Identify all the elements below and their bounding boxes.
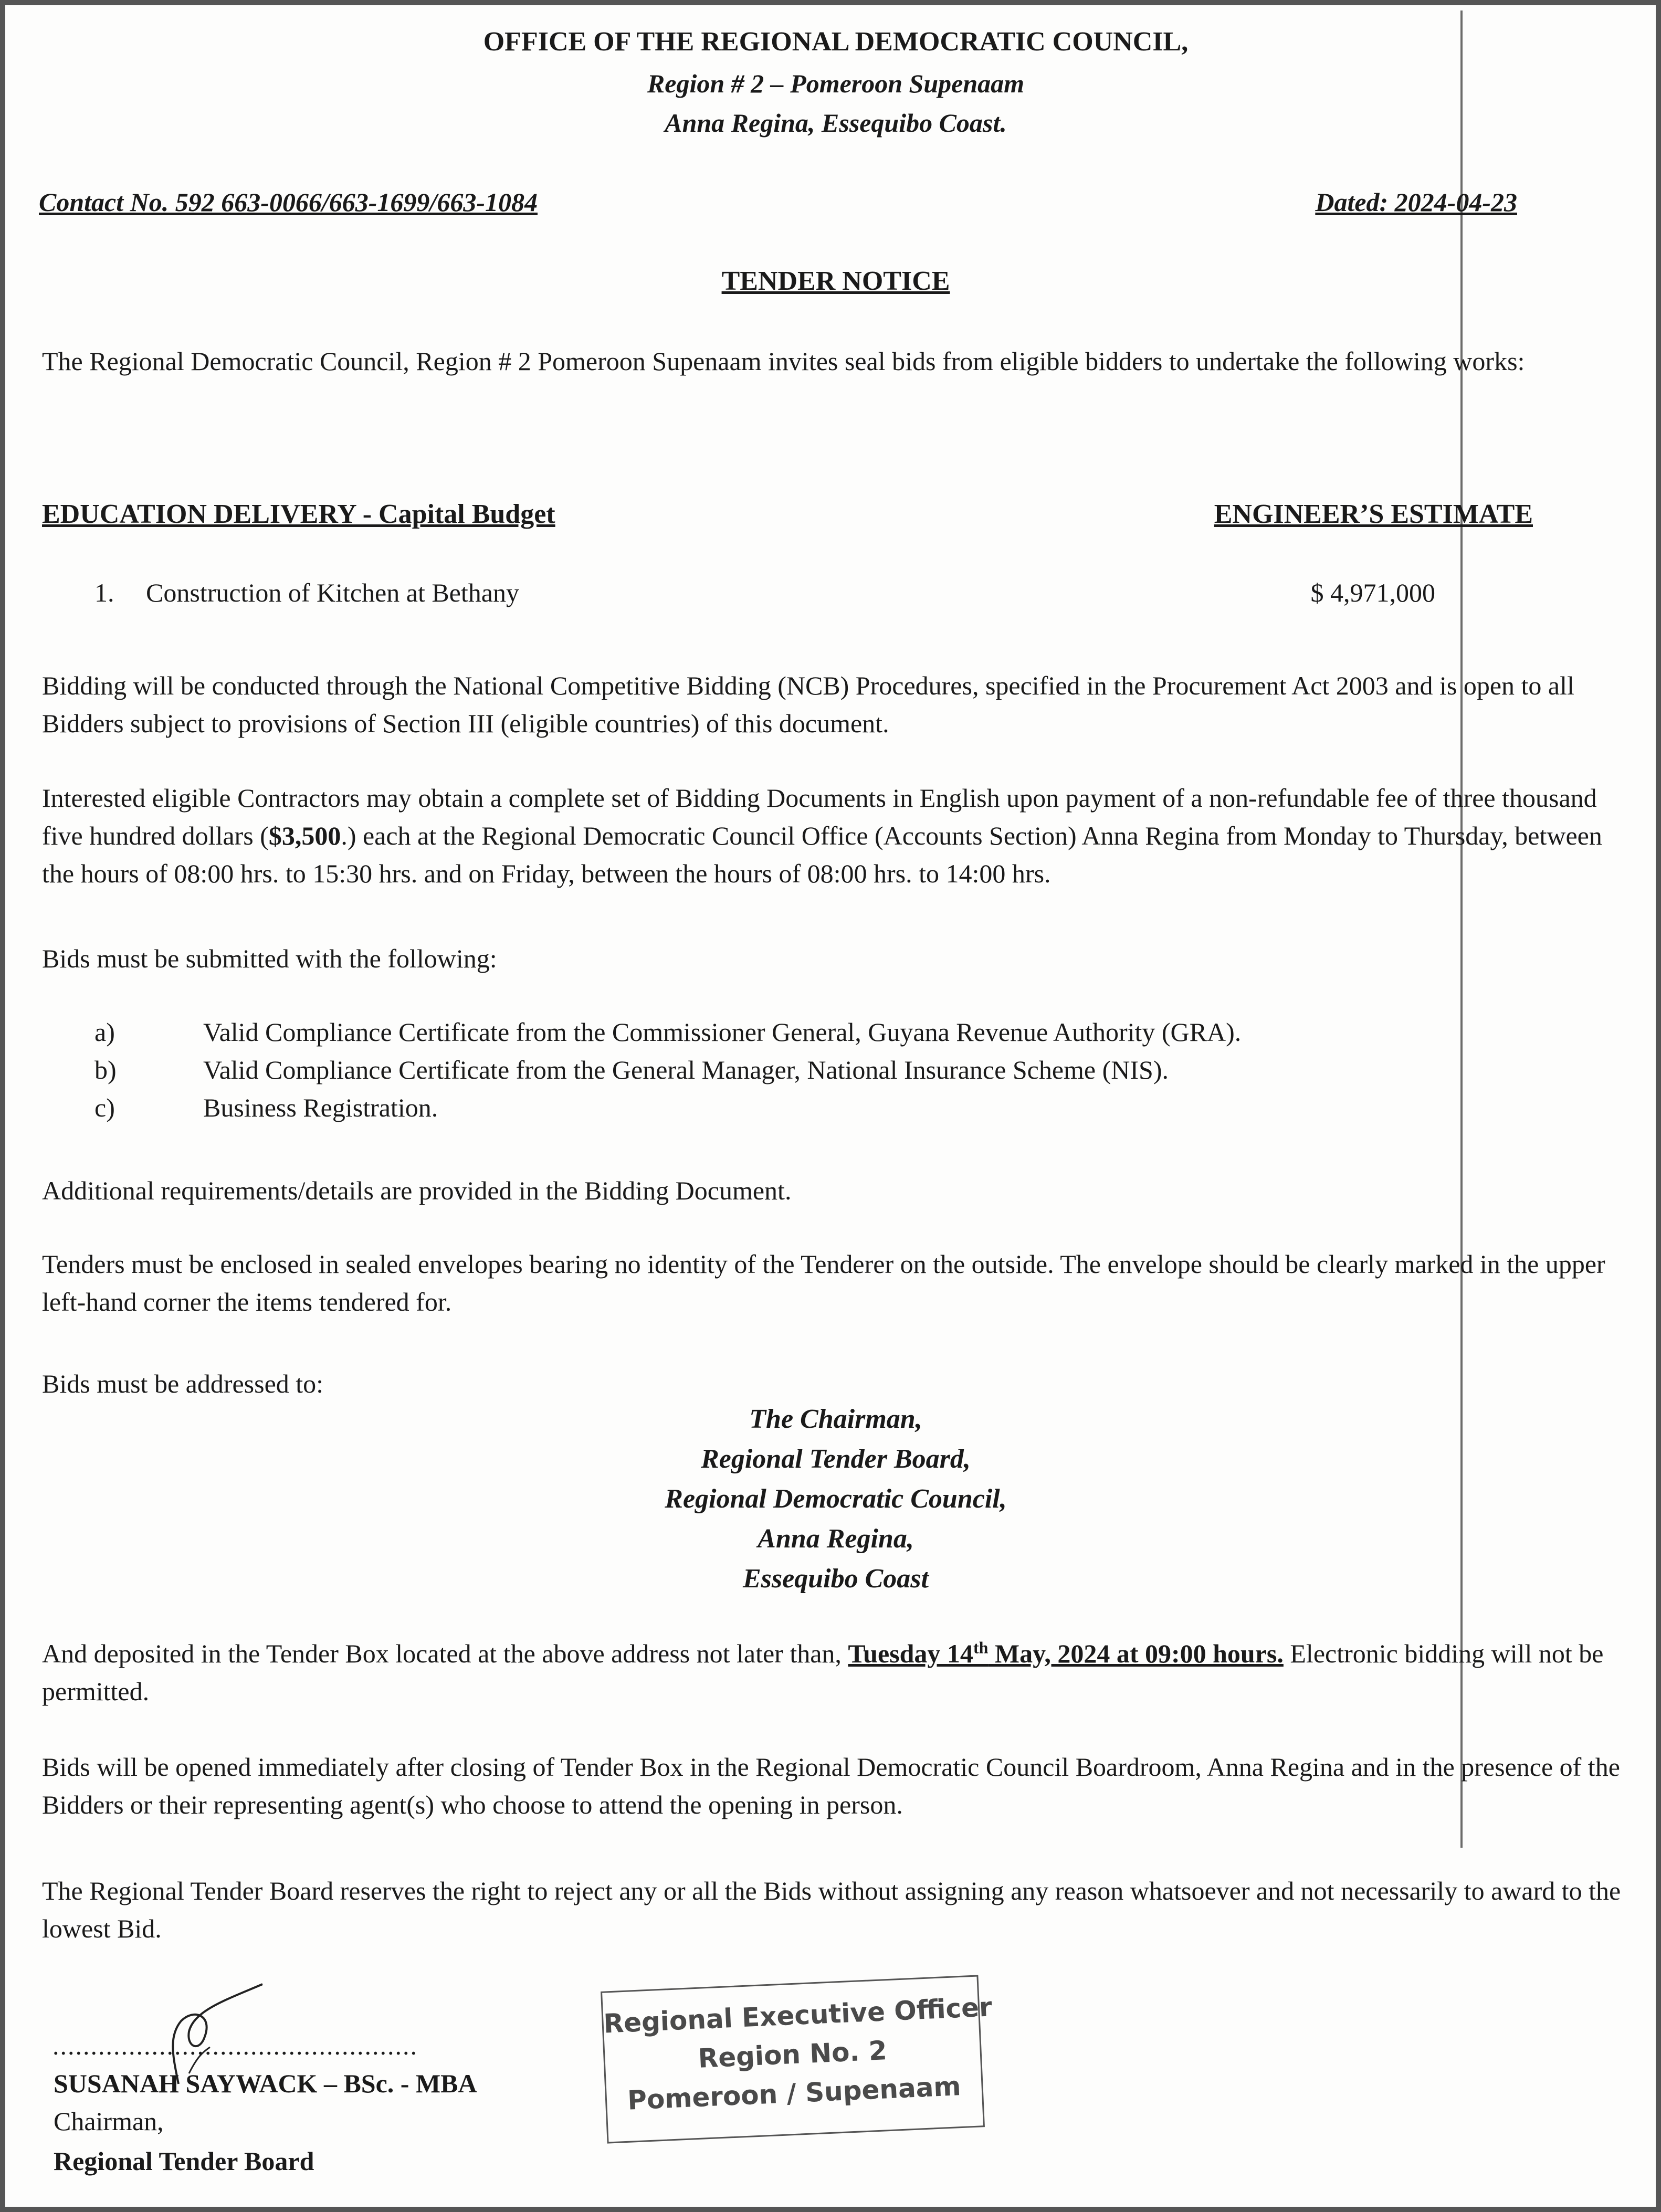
deadline-time: May, 2024 at 09:00 hours. <box>988 1639 1284 1668</box>
item-description: Construction of Kitchen at Bethany <box>146 578 519 607</box>
item-estimate: $ 4,971,000 <box>1310 578 1435 607</box>
stamp-line: Region No. 2 <box>697 2035 888 2074</box>
address-line: Essequibo Coast <box>743 1564 929 1594</box>
deadline <box>848 1639 1283 1668</box>
additional-requirements-paragraph: Additional requirements/details are provided in the Bidding Document. <box>42 1176 792 1205</box>
bidding-documents-paragraph <box>42 779 1622 892</box>
address-line: Regional Democratic Council, <box>665 1484 1007 1514</box>
intro-paragraph: The Regional Democratic Council, Region # 2 Pomeroon Supenaam invites seal bids from eligible bidders to undertake the following works: <box>42 346 1525 376</box>
signatory-name: SUSANAH SAYWACK – BSc. - MBA <box>54 2069 477 2098</box>
item-number: 1. <box>94 578 114 607</box>
notice-title: TENDER NOTICE <box>721 266 950 296</box>
stamp-line: Pomeroon / Supenaam <box>627 2071 962 2116</box>
estimate-heading: ENGINEER’S ESTIMATE <box>1214 499 1533 529</box>
requirement-text: Business Registration. <box>203 1093 438 1122</box>
rights-reserved-paragraph: The Regional Tender Board reserves the right to reject any or all the Bids without assigning any reason whatsoever and not necessarily to award to the lowest Bid. <box>42 1876 1621 1943</box>
address-line: The Chairman, <box>749 1404 922 1434</box>
notice-date: Dated: 2024-04-23 <box>1315 187 1517 217</box>
deposit-text-before: And deposited in the Tender Box located at the above address not later than, <box>42 1639 848 1668</box>
requirement-letter: b) <box>94 1055 117 1084</box>
requirement-item <box>94 1089 438 1126</box>
requirement-item <box>94 1051 1169 1089</box>
office-location: Anna Regina, Essequibo Coast. <box>665 108 1007 138</box>
requirement-text: Valid Compliance Certificate from the Commissioner General, Guyana Revenue Authority (GRA). <box>203 1017 1242 1047</box>
contact-number: Contact No. 592 663-0066/663-1699/663-1084 <box>39 187 538 217</box>
deadline-day: Tuesday 14 <box>848 1639 973 1668</box>
requirement-letter: a) <box>94 1017 115 1047</box>
signature-line: ................................................ <box>52 2031 418 2060</box>
addressed-to-paragraph: Bids must be addressed to: <box>42 1369 324 1398</box>
requirement-text: Valid Compliance Certificate from the General Manager, National Insurance Scheme (NIS). <box>203 1055 1169 1084</box>
docs-text-after: .) each at the Regional Democratic Council Office (Accounts Section) Anna Regina from Monday to Thursday, between the hours of 08:00 hrs. to 15:30 hrs. and on Friday, between the hours of 08:00 hrs. to 14:00 hrs. <box>42 821 1602 888</box>
ncb-paragraph: Bidding will be conducted through the National Competitive Bidding (NCB) Procedures, specified in the Procurement Act 2003 and is open to all Bidders subject to provisions of Section III (eligible countries) of this document. <box>42 671 1574 738</box>
signatory-role: Chairman, <box>54 2106 164 2136</box>
bids-submitted-paragraph: Bids must be submitted with the following: <box>42 944 497 973</box>
address-line: Anna Regina, <box>758 1524 914 1554</box>
deposit-paragraph <box>42 1635 1622 1710</box>
bid-opening-paragraph: Bids will be opened immediately after closing of Tender Box in the Regional Democratic Council Boardroom, Anna Regina and in the presence of the Bidders or their representing agent(s) who choose to attend the opening in person. <box>42 1752 1620 1819</box>
office-title: OFFICE OF THE REGIONAL DEMOCRATIC COUNCIL, <box>483 27 1189 57</box>
docs-fee: $3,500 <box>268 821 341 850</box>
signatory-board: Regional Tender Board <box>54 2146 314 2176</box>
deposit-text-after: Electronic bidding will not be permitted. <box>42 1639 1604 1706</box>
deadline-ordinal: th <box>973 1638 989 1657</box>
docs-text-before: Interested eligible Contractors may obtain a complete set of Bidding Documents in English upon payment of a non-refundable fee of three thousand five hundred dollars ( <box>42 783 1597 850</box>
official-stamp <box>601 1975 993 2143</box>
address-line: Regional Tender Board, <box>701 1444 971 1474</box>
stamp-line: Regional Executive Officer <box>603 1992 993 2039</box>
tenders-envelope-paragraph: Tenders must be enclosed in sealed envelopes bearing no identity of the Tenderer on the outside. The envelope should be clearly marked in the upper left-hand corner the items tendered for. <box>42 1249 1605 1316</box>
region-name: Region # 2 – Pomeroon Supenaam <box>647 69 1025 98</box>
requirement-letter: c) <box>94 1093 115 1122</box>
requirement-item <box>94 1013 1241 1051</box>
section-heading: EDUCATION DELIVERY - Capital Budget <box>42 499 555 529</box>
